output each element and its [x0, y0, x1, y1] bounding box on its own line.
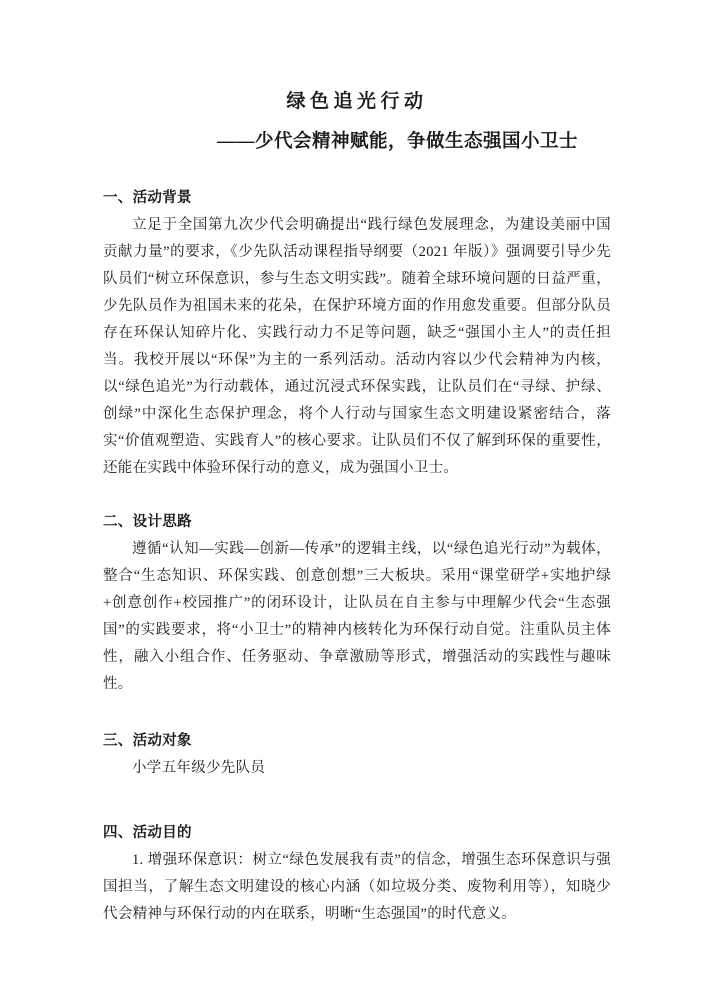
section-activity-purpose: [103, 820, 611, 928]
section-heading: 四、活动目的: [103, 825, 192, 841]
section-paragraph: 遵循“认知—实践—创新—传承”的逻辑主线，以“绿色追光行动”为载体，整合“生态知识、环保实践、创意创想”三大板块。采用“课堂研学+实地护绿+创意创作+校园推广”的闭环设计，让队员在自主参与中理解少代会“生态强国”的实践要求，将“小卫士”的精神内核转化为环保行动自觉。注重队员主体性，融入小组合作、任务驱动、争章激励等形式，增强活动的实践性与趣味性。: [103, 541, 611, 692]
section-heading: 三、活动对象: [103, 733, 192, 749]
section-design-approach: [103, 509, 611, 698]
section-heading: 二、设计思路: [103, 514, 192, 530]
document-subtitle: ——少代会精神赋能，争做生态强国小卫士: [217, 132, 579, 152]
section-activity-target: [103, 728, 611, 782]
document-title: 绿色追光行动: [286, 91, 428, 112]
section-heading: 一、活动背景: [103, 190, 192, 206]
section-paragraph: 1. 增强环保意识：树立“绿色发展我有责”的信念，增强生态环保意识与强国担当，了解生态文明建设的核心内涵（如垃圾分类、废物利用等），知晓少代会精神与环保行动的内在联系，明晰“生态强国”的时代意义。: [103, 852, 611, 922]
section-paragraph: 立足于全国第九次少代会明确提出“践行绿色发展理念，为建设美丽中国贡献力量”的要求，《少先队活动课程指导纲要（2021 年版）》强调要引导少先队员们“树立环保意识，参与生态文明实践”。随着全球环境问题的日益严重，少先队员作为祖国未来的花朵，在保护环境方面的作用愈发重要。但部分队员存在环保认知碎片化、实践行动力不足等问题，缺乏“强国小主人”的责任担当。我校开展以“环保”为主的一系列活动。活动内容以少代会精神为内核，以“绿色追光”为行动载体，通过沉浸式环保实践，让队员们在“寻绿、护绿、创绿”中深化生态保护理念，将个人行动与国家生态文明建设紧密结合，落实“价值观塑造、实践育人”的核心要求。让队员们不仅了解到环保的重要性，还能在实践中体验环保行动的意义，成为强国小卫士。: [103, 217, 611, 476]
section-activity-background: [103, 185, 611, 482]
section-paragraph: 小学五年级少先队员: [132, 760, 266, 776]
